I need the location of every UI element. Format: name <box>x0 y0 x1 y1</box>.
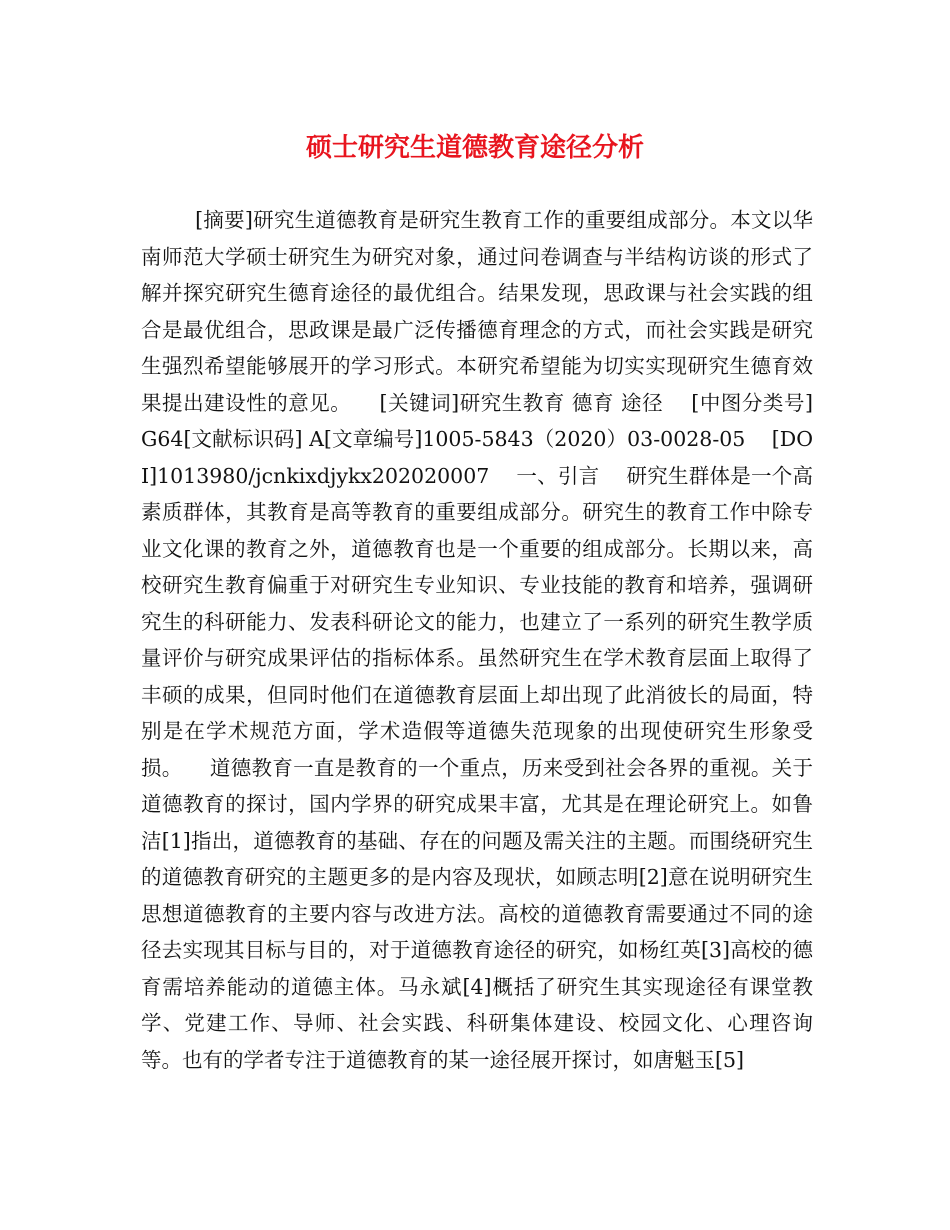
body-paragraph: [摘要]研究生道德教育是研究生教育工作的重要组成部分。本文以华南师范大学硕士研究生为研究对象，通过问卷调查与半结构访谈的形式了解并探究研究生德育途径的最优组合。结果发现，思政课与社会实践的组合是最优组合，思政课是最广泛传播德育理念的方式，而社会实践是研究生强烈希望能够展开的学习形式。本研究希望能为切实实现研究生德育效果提出建设性的意见。 [关键词]研究生教育 德育 途径 [中图分类号] G64[文献标识码] A[文章编号]1005-5843（2020）03-0028-05 [DOI]1013980/jcnkixdjykx202020007 一、引言 研究生群体是一个高素质群体，其教育是高等教育的重要组成部分。研究生的教育工作中除专业文化课的教育之外，道德教育也是一个重要的组成部分。长期以来，高校研究生教育偏重于对研究生专业知识、专业技能的教育和培养，强调研究生的科研能力、发表科研论文的能力，也建立了一系列的研究生教学质量评价与研究成果评估的指标体系。虽然研究生在学术教育层面上取得了丰硕的成果，但同时他们在道德教育层面上却出现了此消彼长的局面，特别是在学术规范方面，学术造假等道德失范现象的出现使研究生形象受损。 道德教育一直是教育的一个重点，历来受到社会各界的重视。关于道德教育的探讨，国内学界的研究成果丰富，尤其是在理论研究上。如鲁洁[1]指出，道德教育的基础、存在的问题及需关注的主题。而围绕研究生的道德教育研究的主题更多的是内容及现状，如顾志明[2]意在说明研究生思想道德教育的主要内容与改进方法。高校的道德教育需要通过不同的途径去实现其目标与目的，对于道德教育途径的研究，如杨红英[3]高校的德育需培养能动的道德主体。马永斌[4]概括了研究生其实现途径有课堂教学、党建工作、导师、社会实践、科研集体建设、校园文化、心理咨询等。也有的学者专注于道德教育的某一途径展开探讨，如唐魁玉[5] <box>141 208 820 1072</box>
document-body <box>141 202 820 1078</box>
document-title: 硕士研究生道德教育途径分析 <box>305 133 644 163</box>
